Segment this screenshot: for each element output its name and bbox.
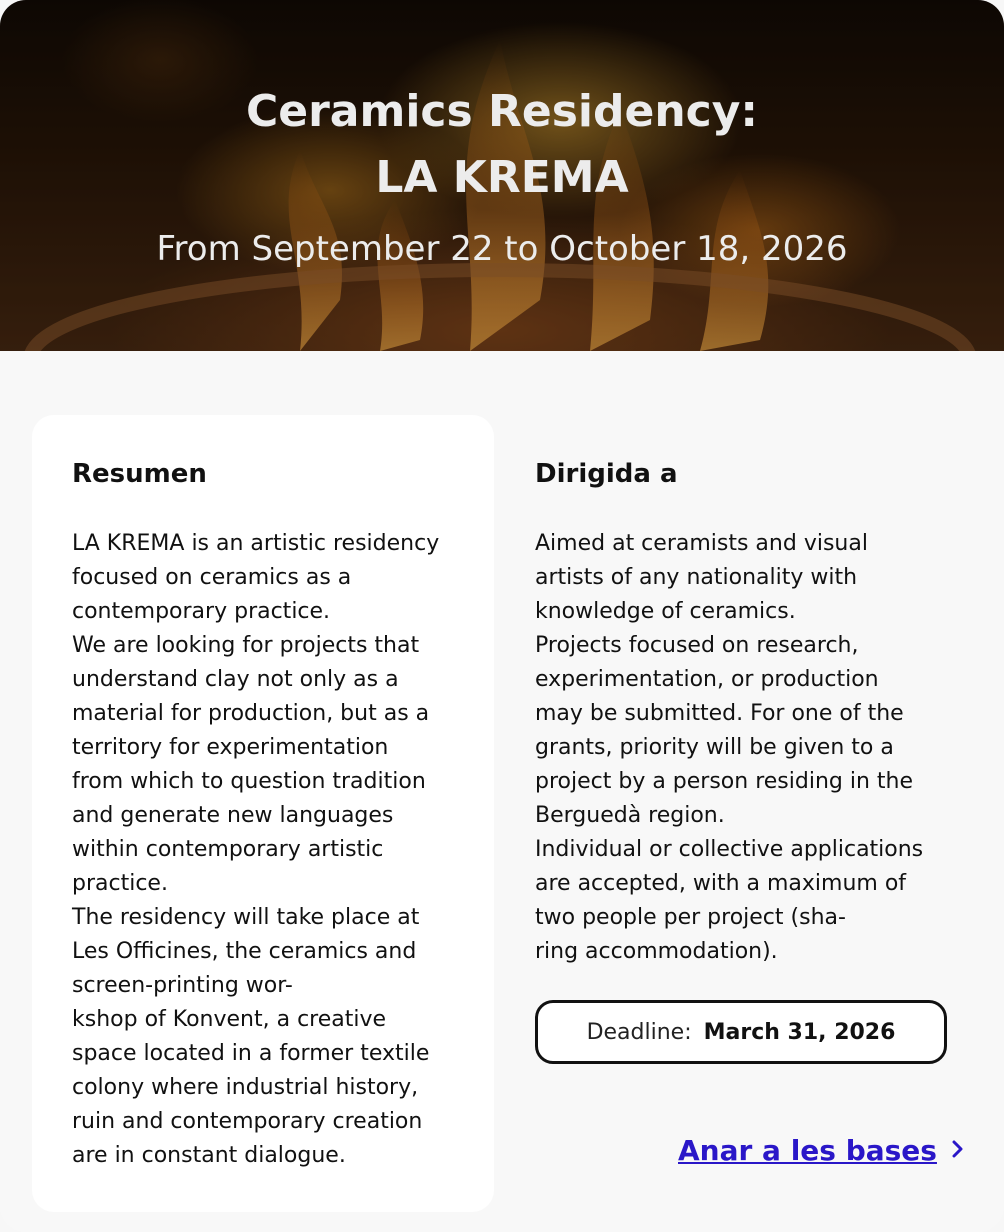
hero-title-line1: Ceramics Residency:: [245, 86, 759, 137]
summary-text: LA KREMA is an artistic residency focused on ceramics as a contemporary practice. We are looking for projects that understand clay not only as a material for production, but as a territory for experimentation from which to question tradition and generate new languages within contemporary artistic practice. The residency will take place at Les Officines, the ceramics and screen-printing wor- kshop of Konvent, a creative space located in a former textile colony where industrial history, ruin and contemporary creation are in constant dialogue.: [72, 531, 440, 1168]
summary-heading: Resumen: [72, 459, 207, 489]
go-to-rules-label: Anar a les bases: [678, 1133, 937, 1167]
chevron-right-icon: [951, 1134, 965, 1167]
audience-body: [535, 527, 955, 969]
deadline-label: Deadline:: [586, 1019, 692, 1045]
hero-dates: From September 22 to October 18, 2026: [156, 229, 848, 269]
go-to-rules-link[interactable]: [678, 1130, 965, 1170]
deadline-box: [535, 1000, 947, 1064]
summary-body: [72, 527, 482, 1173]
hero-banner: [0, 0, 1004, 351]
deadline-date: March 31, 2026: [703, 1019, 896, 1045]
audience-text: Aimed at ceramists and visual artists of any nationality with knowledge of ceramics. Projects focused on research, experimentation, or production may be submitted. For one of the grants, priority will be given to a project by a person residing in the Berguedà region. Individual or collective applications are accepted, with a maximum of two people per project (sha- ring accommodation).: [535, 531, 924, 964]
hero-title-line2: LA KREMA: [375, 152, 629, 203]
audience-heading: Dirigida a: [535, 459, 678, 489]
